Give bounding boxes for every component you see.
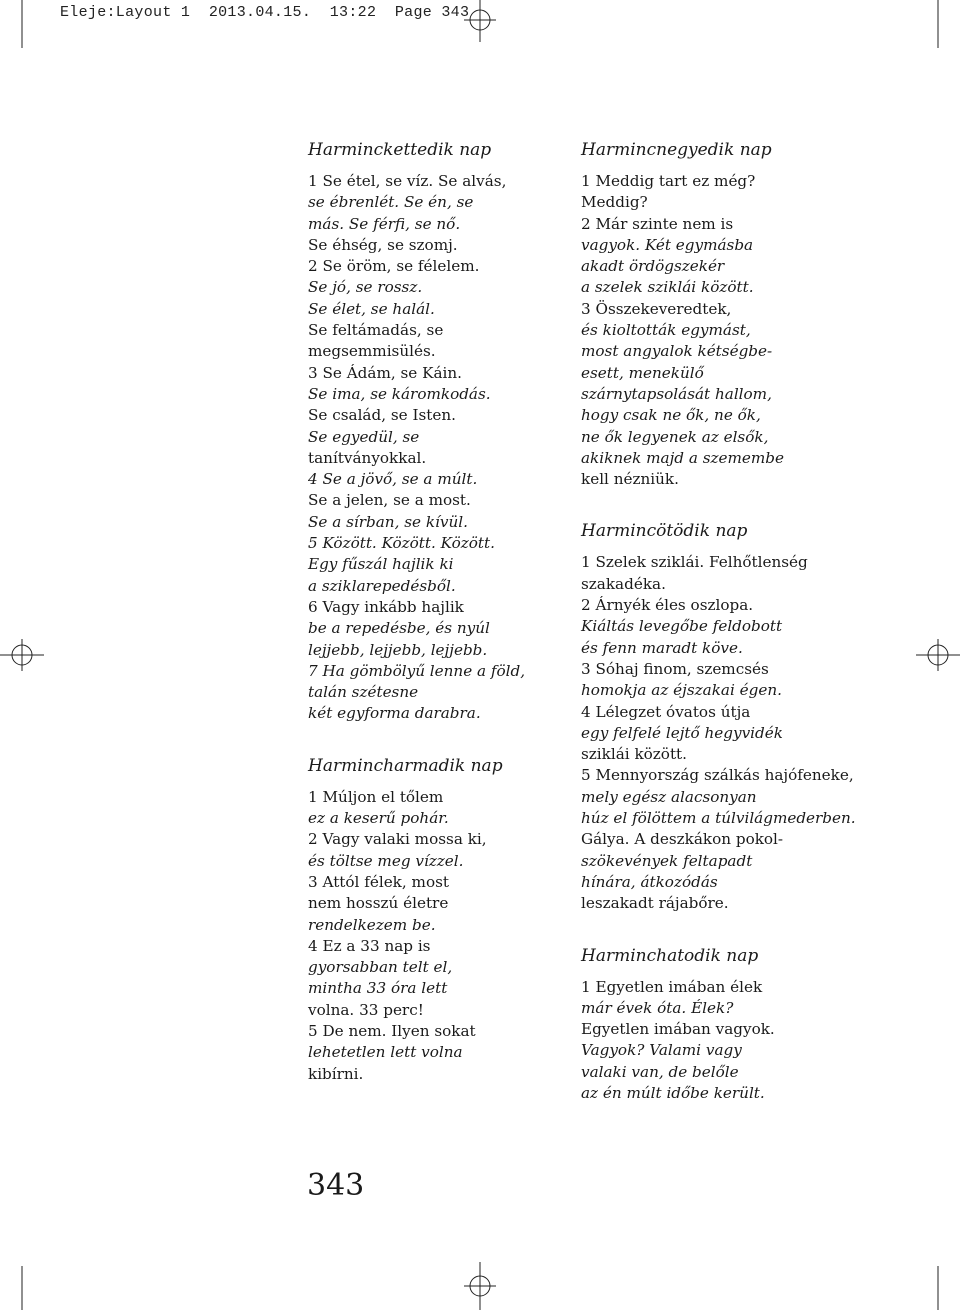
registration-mark-left [0, 635, 44, 675]
verse-line: Egyetlen imában vagyok. [581, 1020, 775, 1039]
verse-line: 1 Se étel, se víz. Se alvás, [308, 172, 507, 190]
verse-line: Se egyedül, se [308, 427, 420, 446]
verse-line: más. Se férfi, se nő. [308, 214, 461, 233]
verse-line: a szelek sziklái között. [581, 278, 754, 297]
verse-line: Se jó, se rossz. [308, 278, 423, 297]
verse-line: akiknek majd a szemembe [581, 448, 784, 467]
verse-line: leszakadt rájabőre. [581, 894, 729, 913]
verse-line: Se a jelen, se a most. [308, 491, 471, 510]
verse-line: 3 Attól félek, most [308, 872, 449, 891]
verse-line: homokja az éjszakai égen. [581, 681, 782, 700]
verse-line: az én múlt időbe került. [581, 1083, 765, 1102]
verse-line: szárnytapsolását hallom, [581, 384, 772, 403]
crop-mark-bottom-right [920, 1262, 960, 1310]
verse-line: 2 Árnyék éles oszlopa. [581, 596, 754, 615]
verse-line: 3 Sóhaj finom, szemcsés [581, 659, 769, 678]
verse-line: Kiáltás levegőbe feldobott [581, 617, 783, 636]
verse-line: Se ima, se káromkodás. [308, 384, 491, 403]
verse-line: 7 Ha gömbölyű lenne a föld, [308, 661, 526, 680]
verse-line: megsemmisülés. [308, 342, 436, 361]
verse-line: volna. 33 perc! [308, 1000, 424, 1019]
verse-line: sziklái között. [581, 745, 687, 764]
verse-line: rendelkezem be. [308, 915, 436, 934]
verse-line: lehetetlen lett volna [308, 1043, 463, 1062]
poem-section [581, 138, 871, 490]
section-heading: Harmincnegyedik nap [581, 140, 772, 160]
verse-line: 3 Se Ádám, se Káin. [308, 363, 462, 382]
poem-section [308, 138, 578, 725]
verse-line: Meddig? [581, 193, 648, 212]
verse-line: ne ők legyenek az elsők, [581, 427, 769, 446]
verse-line: Se a sírban, se kívül. [308, 512, 468, 531]
verse-line: 5 De nem. Ilyen sokat [308, 1021, 476, 1040]
verse-line: két egyforma darabra. [308, 704, 481, 723]
verse-line: 1 Meddig tart ez még? [581, 172, 756, 190]
verse-line: 4 Lélegzet óvatos útja [581, 702, 751, 721]
left-column [308, 138, 578, 1114]
verse-line: 4 Se a jövő, se a múlt. [308, 470, 478, 489]
verse-line: kell nézniük. [581, 470, 679, 489]
verse-line: és fenn maradt köve. [581, 638, 743, 657]
verse-line: 1 Egyetlen imában élek [581, 977, 763, 996]
verse-line: valaki van, de belőle [581, 1062, 739, 1081]
crop-mark-top-left [0, 0, 40, 50]
section-heading: Harminchatodik nap [581, 945, 759, 966]
verse-line: húz el fölöttem a túlvilágmederben. [581, 809, 856, 828]
poem-section [581, 519, 871, 914]
verse-line: már évek óta. Élek? [581, 998, 734, 1017]
verse-line: tanítványokkal. [308, 448, 427, 467]
verse-line: mintha 33 óra lett [308, 979, 448, 998]
verse-line: gyorsabban telt el, [308, 958, 453, 977]
verse-line: 2 Se öröm, se félelem. [308, 257, 480, 276]
verse-line: most angyalok kétségbe- [581, 342, 773, 361]
verse-line: 6 Vagy inkább hajlik [308, 597, 464, 616]
verse-line: hínára, átkozódás [581, 872, 718, 891]
verse-line: kibírni. [308, 1064, 364, 1083]
verse-line: mely egész alacsonyan [581, 787, 757, 806]
verse-line: és töltse meg vízzel. [308, 851, 464, 870]
registration-mark-bottom [460, 1262, 500, 1310]
verse-line: vagyok. Két egymásba [581, 235, 754, 254]
crop-mark-bottom-left [0, 1262, 40, 1310]
verse-line: 3 Összekeveredtek, [581, 299, 732, 318]
verse-line: és kioltották egymást, [581, 321, 751, 340]
verse-line: 5 Között. Között. Között. [308, 534, 495, 553]
verse-line: nem hosszú életre [308, 894, 449, 913]
verse-line: 2 Vagy valaki mossa ki, [308, 830, 487, 849]
verse-line: talán szétesne [308, 683, 419, 702]
verse-line: Se élet, se halál. [308, 299, 435, 318]
verse-line: egy felfelé lejtő hegyvidék [581, 723, 783, 742]
section-heading: Harmincötödik nap [581, 521, 748, 542]
poem-section [308, 754, 578, 1085]
verse-line: Egy fűszál hajlik ki [308, 555, 454, 574]
verse-line: esett, menekülő [581, 363, 704, 382]
verse-line: szakadéka. [581, 574, 666, 593]
verse-line: 1 Múljon el tőlem [308, 787, 444, 806]
verse-line: ez a keserű pohár. [308, 809, 449, 828]
verse-line: 5 Mennyország szálkás hajófeneke, [581, 766, 854, 785]
crop-mark-top-right [920, 0, 960, 50]
verse-line: 4 Ez a 33 nap is [308, 936, 431, 955]
verse-line: 2 Már szinte nem is [581, 214, 734, 233]
verse-line: hogy csak ne ők, ne ők, [581, 406, 761, 425]
page-number: 343 [307, 1168, 365, 1203]
registration-mark-right [916, 635, 960, 675]
verse-line: Gálya. A deszkákon pokol- [581, 830, 784, 849]
verse-line: be a repedésbe, és nyúl [308, 619, 490, 638]
right-column [581, 138, 871, 1133]
verse-line: Se család, se Isten. [308, 406, 456, 425]
section-heading: Harminckettedik nap [308, 140, 492, 160]
verse-line: Se feltámadás, se [308, 321, 444, 340]
verse-line: Se éhség, se szomj. [308, 235, 458, 254]
verse-line: szökevények feltapadt [581, 851, 753, 870]
verse-line: a sziklarepedésből. [308, 576, 456, 595]
poem-section [581, 944, 871, 1105]
verse-line: Vagyok? Valami vagy [581, 1041, 742, 1060]
registration-mark-top [460, 0, 500, 42]
verse-line: 1 Szelek sziklái. Felhőtlenség [581, 553, 808, 572]
verse-line: akadt ördögszekér [581, 257, 725, 276]
section-heading: Harmincharmadik nap [308, 755, 503, 776]
verse-line: lejjebb, lejjebb, lejjebb. [308, 640, 488, 659]
verse-line: se ébrenlét. Se én, se [308, 193, 474, 212]
print-slug: Eleje:Layout 1 2013.04.15. 13:22 Page 343 [60, 4, 470, 21]
